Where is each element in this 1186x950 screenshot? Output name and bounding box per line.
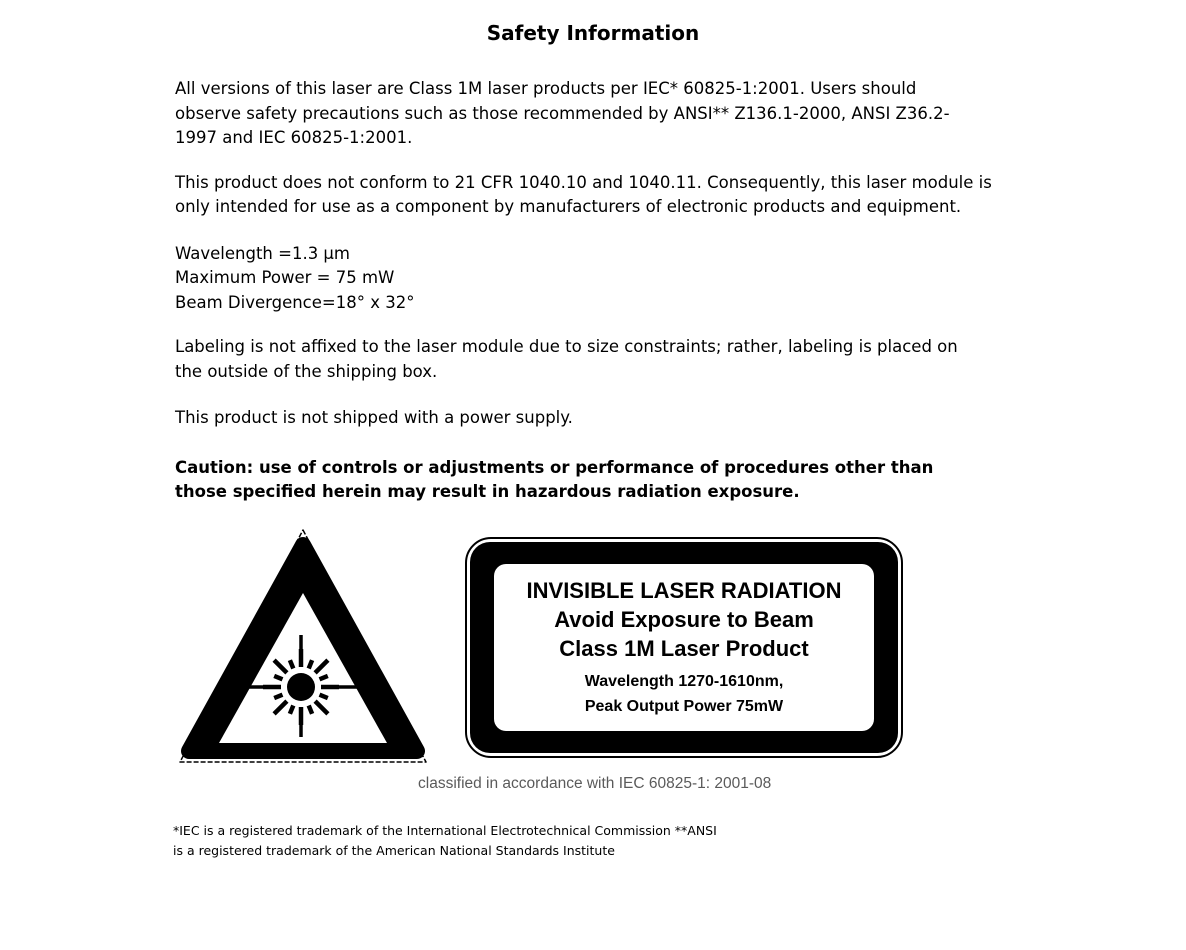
text-line: Labeling is not affixed to the laser module due to size constraints; rather, labeling is placed on: [175, 337, 958, 356]
paragraph-class-info: [175, 77, 1035, 151]
label-avoid-exposure: Avoid Exposure to Beam: [554, 606, 814, 632]
text-line: This product does not conform to 21 CFR 1040.10 and 1040.11. Consequently, this laser module is: [175, 172, 992, 192]
document-body: [175, 77, 1035, 862]
label-black-frame: [470, 542, 898, 753]
warning-figures: [175, 529, 1035, 771]
caution-statement: [175, 456, 1035, 505]
text-line: 1997 and IEC 60825-1:2001.: [175, 128, 413, 147]
paragraph-cfr-conformance: [175, 171, 1035, 220]
spec-maximum-power: Maximum Power = 75 mW: [175, 268, 395, 287]
label-wavelength: Wavelength 1270-1610nm,: [584, 672, 784, 690]
label-class: Class 1M Laser Product: [559, 635, 809, 661]
label-outline: [465, 537, 903, 758]
paragraph-labeling: [175, 335, 1035, 384]
paragraph-power-supply: [175, 406, 1035, 431]
starburst-core: [287, 673, 315, 701]
laser-warning-triangle-icon: [177, 529, 429, 771]
text-line: This product is not shipped with a power supply.: [175, 408, 573, 427]
laser-specifications: [175, 242, 1035, 316]
label-classification-caption: classified in accordance with IEC 60825-1: 2001-08: [418, 774, 772, 792]
label-heading: INVISIBLE LASER RADIATION: [526, 577, 842, 603]
label-text-panel: [494, 564, 874, 731]
label-peak-power: Peak Output Power 75mW: [584, 697, 784, 715]
text-line: *IEC is a registered trademark of the International Electrotechnical Commission **ANSI: [173, 822, 717, 838]
text-line: only intended for use as a component by manufacturers of electronic products and equipment.: [175, 197, 962, 216]
spec-wavelength: Wavelength =1.3 µm: [175, 243, 351, 263]
laser-radiation-label: [465, 537, 903, 758]
trademark-footnote: [173, 821, 1035, 862]
text-line: All versions of this laser are Class 1M laser products per IEC* 60825-1:2001. Users should: [175, 79, 917, 98]
text-line: Caution: use of controls or adjustments or performance of procedures other than: [175, 457, 934, 477]
text-line: observe safety precautions such as those recommended by ANSI** Z136.1-2000, ANSI Z36.2-: [175, 103, 950, 123]
text-line: the outside of the shipping box.: [175, 361, 438, 381]
text-line: those specified herein may result in hazardous radiation exposure.: [175, 482, 800, 501]
text-line: is a registered trademark of the American National Standards Institute: [173, 843, 615, 858]
page-title: Safety Information: [486, 21, 700, 45]
spec-beam-divergence: Beam Divergence=18° x 32°: [175, 292, 415, 312]
